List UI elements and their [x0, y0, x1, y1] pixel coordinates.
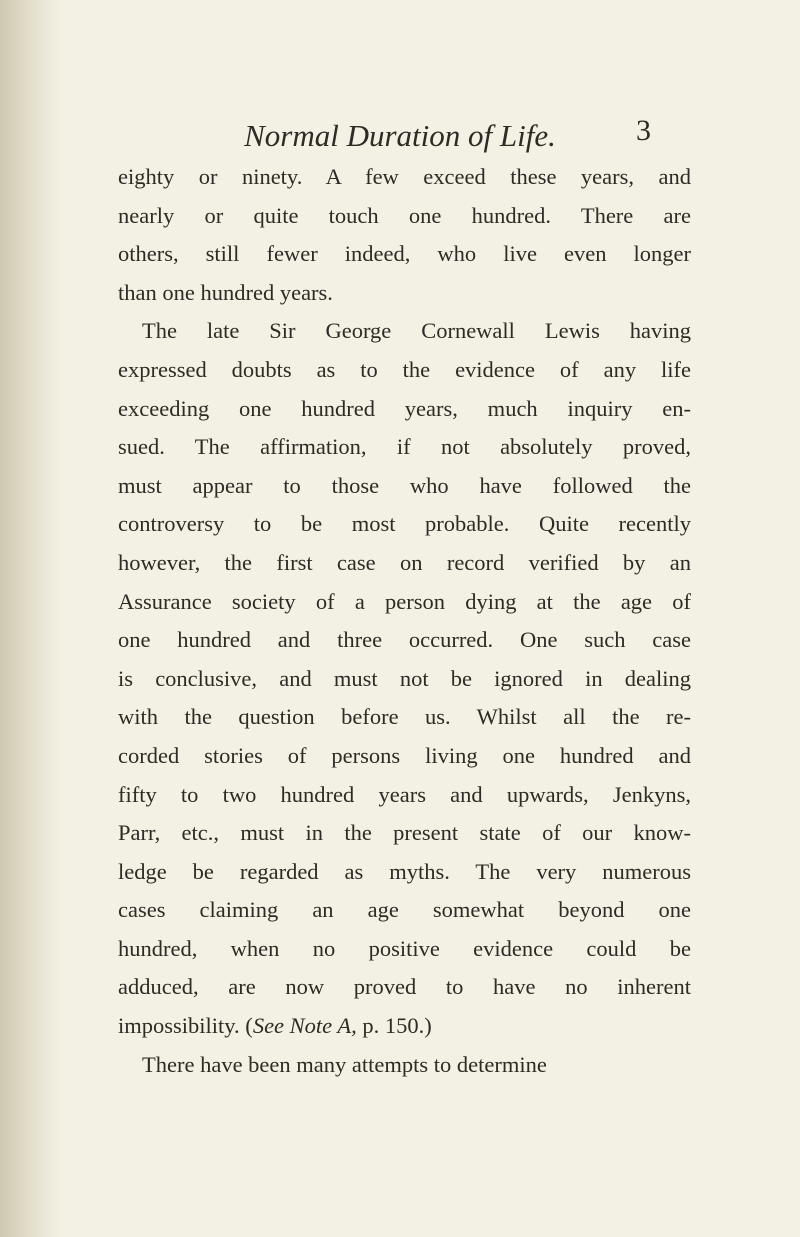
text-segment: impossibility. (: [118, 1013, 253, 1039]
text-line: nearly or quite touch one hundred. There are: [118, 202, 691, 228]
text-line: must appear to those who have followed the: [118, 472, 691, 498]
paragraph-start-line: The late Sir George Cornewall Lewis having: [142, 318, 691, 344]
text-line: however, the first case on record verified by an: [118, 549, 691, 575]
text-segment: p. 150.): [356, 1013, 432, 1039]
paragraph-start-line: There have been many attempts to determine: [142, 1051, 547, 1077]
text-line: adduced, are now proved to have no inherent: [118, 974, 691, 1000]
text-line: one hundred and three occurred. One such case: [118, 627, 691, 653]
text-line: Assurance society of a person dying at the age of: [118, 588, 691, 614]
text-line: is conclusive, and must not be ignored in dealing: [118, 665, 691, 691]
text-line: Parr, etc., must in the present state of our know-: [118, 820, 691, 846]
text-line: eighty or ninety. A few exceed these years, and: [118, 164, 691, 189]
text-line: sued. The affirmation, if not absolutely proved,: [118, 434, 691, 460]
text-line: ledge be regarded as myths. The very numerous: [118, 858, 691, 884]
text-line: exceeding one hundred years, much inquiry en-: [118, 395, 691, 421]
text-line: expressed doubts as to the evidence of any life: [118, 356, 691, 382]
text-line: cases claiming an age somewhat beyond one: [118, 897, 691, 923]
running-title: Normal Duration of Life.: [244, 118, 556, 153]
text-line: hundred, when no positive evidence could be: [118, 935, 691, 961]
text-line-with-note-reference: [118, 1007, 691, 1046]
note-reference: See Note A,: [252, 1013, 357, 1039]
text-line: with the question before us. Whilst all the re-: [118, 704, 691, 730]
text-line: corded stories of persons living one hundred and: [118, 742, 691, 768]
text-line: than one hundred years.: [118, 279, 333, 305]
page-number: 3: [636, 114, 651, 147]
text-line: others, still fewer indeed, who live even longer: [118, 241, 691, 267]
text-line: controversy to be most probable. Quite recently: [118, 511, 691, 537]
text-line: fifty to two hundred years and upwards, Jenkyns,: [118, 781, 691, 807]
body-text: [118, 158, 691, 1084]
